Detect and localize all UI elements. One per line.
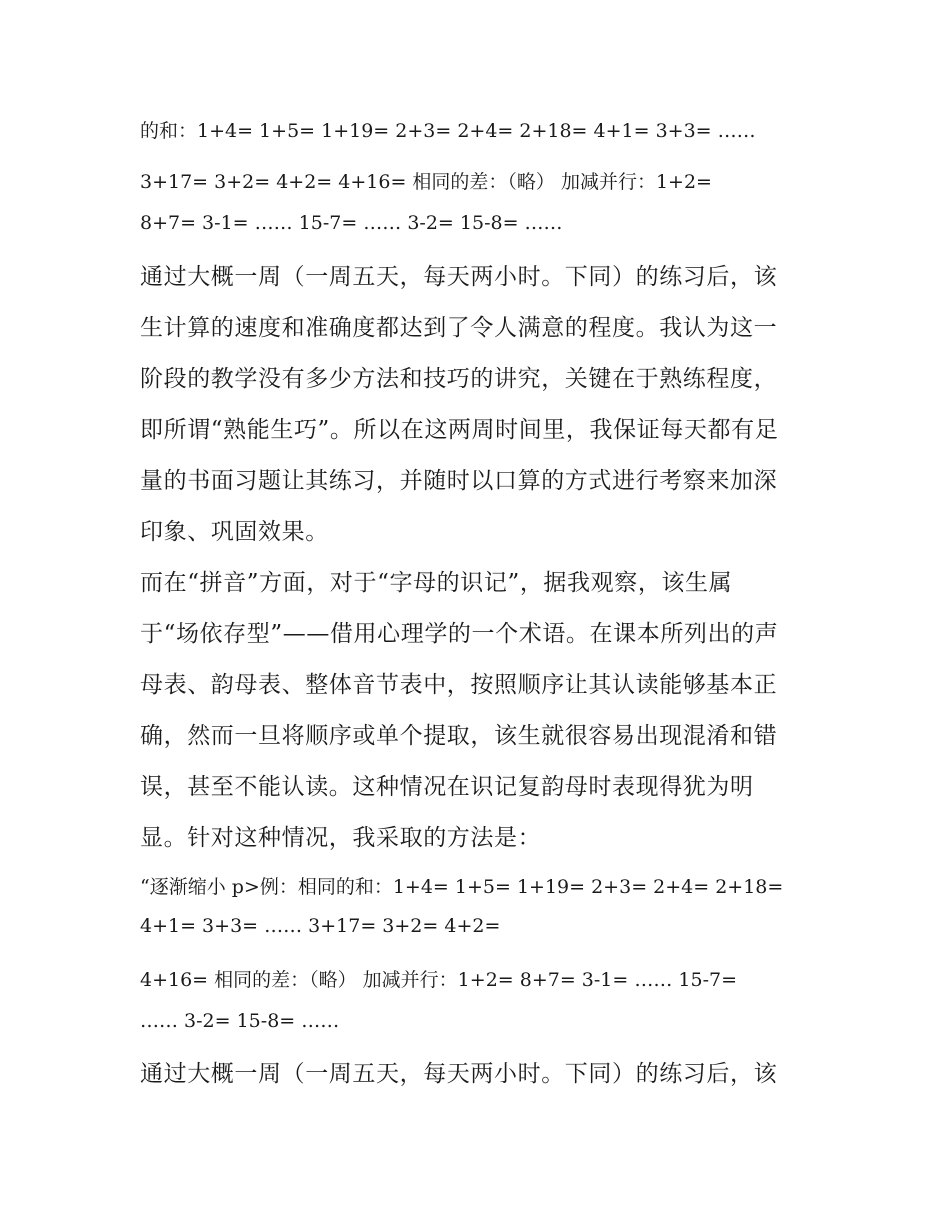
text-line: 确，然而一旦将顺序或单个提取，该生就很容易出现混淆和错: [140, 723, 778, 749]
text-line: …… 3-2= 15-8= ……: [140, 1010, 340, 1032]
text-line: 4+16= 相同的差：（略） 加减并行：1+2= 8+7= 3-1= …… 15-7=: [140, 969, 737, 991]
text-line: 量的书面习题让其练习，并随时以口算的方式进行考察来加深: [140, 468, 778, 494]
text-line: 母表、韵母表、整体音节表中，按照顺序让其认读能够基本正: [140, 672, 778, 698]
text-line: 阶段的教学没有多少方法和技巧的讲究，关键在于熟练程度，: [140, 366, 778, 392]
text-line: 通过大概一周（一周五天，每天两小时。下同）的练习后，该: [140, 264, 778, 290]
text-line: 生计算的速度和准确度都达到了令人满意的程度。我认为这一: [140, 315, 778, 341]
text-line: 而在“拼音”方面，对于“字母的识记”，据我观察，该生属: [140, 570, 733, 596]
text-line: 4+1= 3+3= …… 3+17= 3+2= 4+2=: [140, 915, 501, 937]
text-line: 印象、巩固效果。: [140, 519, 329, 545]
text-line: 即所谓“熟能生巧”。所以在这两周时间里，我保证每天都有足: [140, 417, 779, 443]
text-line: 的和：1+4= 1+5= 1+19= 2+3= 2+4= 2+18= 4+1= 3+3= ……: [140, 120, 756, 142]
text-line: 显。针对这种情况，我采取的方法是：: [140, 825, 542, 851]
text-line: “逐渐缩小 p>例：相同的和：1+4= 1+5= 1+19= 2+3= 2+4= 2+18=: [140, 876, 784, 898]
text-line: 于“场依存型”——借用心理学的一个术语。在课本所列出的声: [140, 621, 779, 647]
text-line: 误，甚至不能认读。这种情况在识记复韵母时表现得犹为明: [140, 774, 754, 800]
text-line: 3+17= 3+2= 4+2= 4+16= 相同的差：（略） 加减并行：1+2=: [140, 171, 712, 193]
text-line: 通过大概一周（一周五天，每天两小时。下同）的练习后，该: [140, 1061, 778, 1087]
text-line: 8+7= 3-1= …… 15-7= …… 3-2= 15-8= ……: [140, 212, 563, 234]
